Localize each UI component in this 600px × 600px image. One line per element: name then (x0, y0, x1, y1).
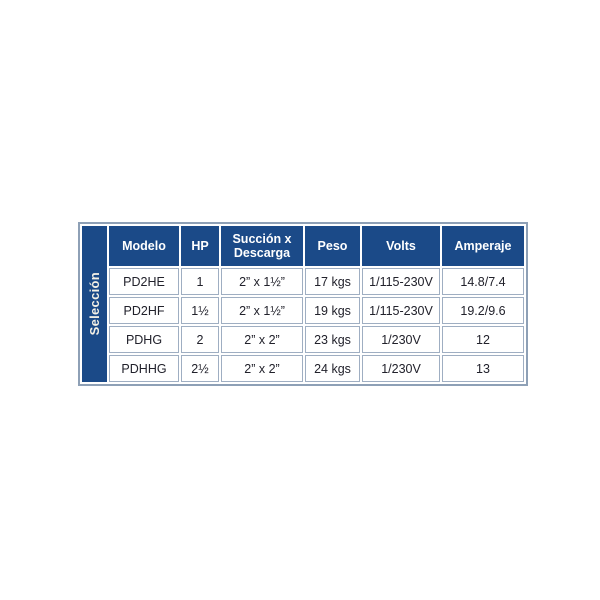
cell-modelo: PD2HE (109, 268, 179, 295)
cell-volts: 1/115-230V (362, 297, 440, 324)
header-cell-succion-descarga: Succión x Descarga (221, 226, 303, 266)
table-row (109, 297, 524, 324)
pump-spec-table (107, 224, 526, 384)
cell-volts: 1/230V (362, 355, 440, 382)
header-cell-amperaje: Amperaje (442, 226, 524, 266)
sidebar-section-strip (82, 226, 107, 382)
cell-amperaje: 13 (442, 355, 524, 382)
cell-succion: 2” x 1½” (221, 268, 303, 295)
cell-amperaje: 14.8/7.4 (442, 268, 524, 295)
table-row (109, 326, 524, 353)
cell-succion: 2” x 2” (221, 355, 303, 382)
cell-hp: 2½ (181, 355, 219, 382)
cell-peso: 17 kgs (305, 268, 360, 295)
sidebar-vertical-label: Selección (87, 272, 102, 336)
selection-spec-table (78, 222, 528, 386)
cell-amperaje: 19.2/9.6 (442, 297, 524, 324)
cell-hp: 2 (181, 326, 219, 353)
header-cell-modelo: Modelo (109, 226, 179, 266)
table-row (109, 268, 524, 295)
cell-succion: 2” x 1½” (221, 297, 303, 324)
cell-volts: 1/115-230V (362, 268, 440, 295)
cell-modelo: PDHHG (109, 355, 179, 382)
cell-succion: 2” x 2” (221, 326, 303, 353)
header-cell-volts: Volts (362, 226, 440, 266)
table-row (109, 355, 524, 382)
cell-hp: 1½ (181, 297, 219, 324)
header-cell-hp: HP (181, 226, 219, 266)
cell-amperaje: 12 (442, 326, 524, 353)
cell-modelo: PD2HF (109, 297, 179, 324)
cell-peso: 23 kgs (305, 326, 360, 353)
cell-volts: 1/230V (362, 326, 440, 353)
header-cell-peso: Peso (305, 226, 360, 266)
cell-peso: 24 kgs (305, 355, 360, 382)
cell-peso: 19 kgs (305, 297, 360, 324)
header-row (109, 226, 524, 266)
cell-hp: 1 (181, 268, 219, 295)
cell-modelo: PDHG (109, 326, 179, 353)
